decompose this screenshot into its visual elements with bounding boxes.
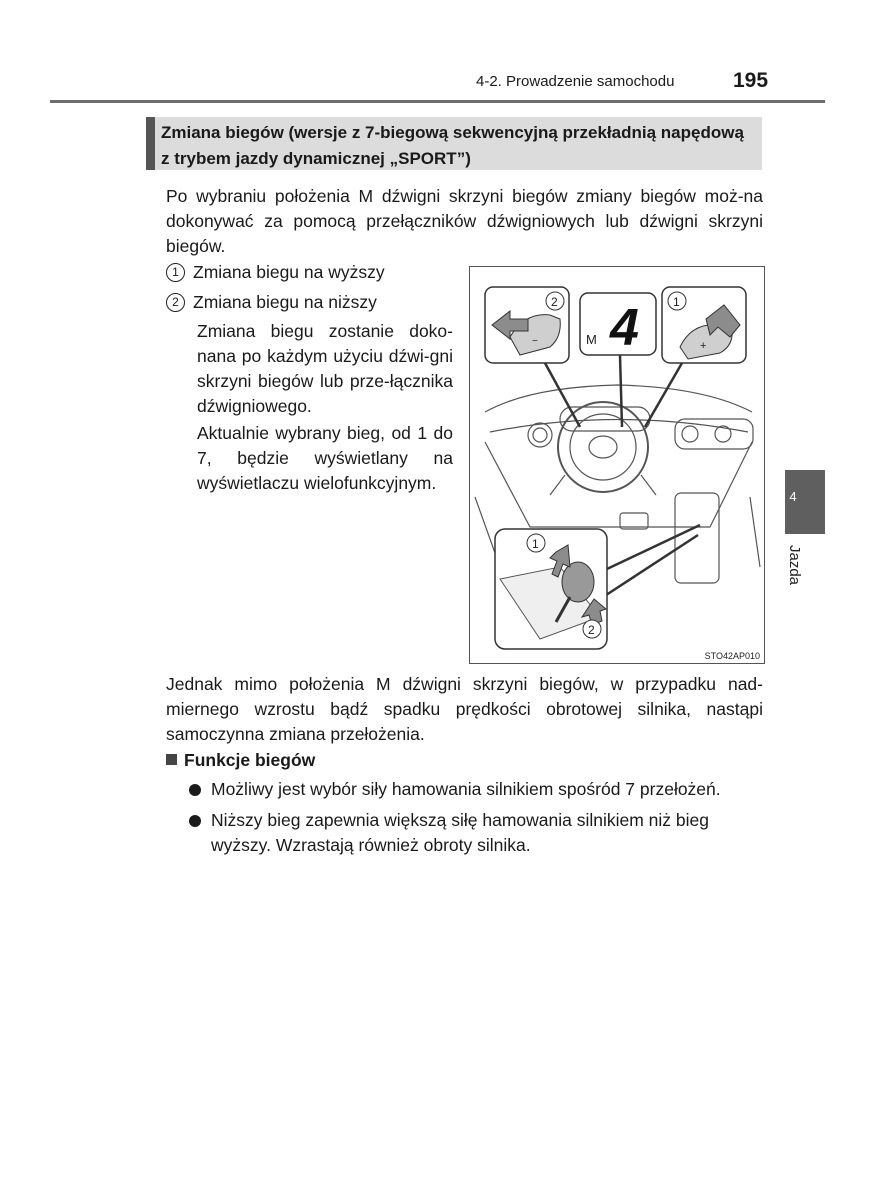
gear-digit: 4 [610, 299, 639, 357]
intro-paragraph: Po wybraniu położenia M dźwigni skrzyni biegów zmiany biegów moż-na dokonywać za pomocą przełączników dźwigniowych lub dźwigni skrzyni biegów. [166, 186, 763, 256]
step-upshift [166, 260, 385, 285]
callout-2-label: 2 [551, 295, 558, 309]
page-number: 195 [733, 69, 769, 92]
gear-display-box [580, 293, 656, 357]
square-bullet-icon [166, 754, 177, 765]
chapter-tab-number: 4 [789, 489, 797, 504]
chapter-tab-label: Jazda [786, 545, 803, 586]
section-title-bar [146, 117, 155, 170]
auto-shift-paragraph: Jednak mimo położenia M dźwigni skrzyni biegów, w przypadku nad-miernego wzrostu bądź spadku prędkości obrotowej silnika, nastąpi samoczynna zmiana przełożenia. [166, 674, 763, 744]
step-number-circle: 2 [166, 293, 185, 312]
minus-label: − [532, 336, 538, 347]
bullet-dot-icon [189, 815, 201, 827]
bullet-item [189, 777, 763, 802]
shift-lever-box [495, 529, 607, 649]
left-paddle-box [485, 287, 569, 363]
plus-label: + [700, 340, 707, 352]
callout-1-label: 1 [673, 295, 680, 309]
step-text: Zmiana biegu na wyższy [193, 262, 385, 282]
mode-m-label: M [586, 332, 597, 347]
bullet-item [189, 808, 763, 858]
figure-caption: STO42AP010 [704, 651, 760, 661]
step-note-shift: Zmiana biegu zostanie doko-nana po każdym użyciu dźwi-gni skrzyni biegów lub prze-łącznika dźwigniowego. [197, 321, 453, 416]
header-section-title: 4-2. Prowadzenie samochodu [476, 73, 675, 90]
step-text: Zmiana biegu na niższy [193, 292, 377, 312]
cockpit-figure [469, 266, 765, 664]
step-note-display: Aktualnie wybrany bieg, od 1 do 7, będzie wyświetlany na wyświetlaczu wielofunkcyjnym. [197, 423, 453, 493]
lever-callout-2: 2 [588, 623, 595, 637]
subsection-title: Funkcje biegów [184, 750, 316, 770]
bullet-text: Niższy bieg zapewnia większą siłę hamowania silnikiem niż bieg wyższy. Wzrastają również obroty silnika. [211, 810, 709, 855]
subsection-heading [166, 748, 315, 773]
step-downshift [166, 290, 377, 315]
lever-callout-1: 1 [532, 537, 539, 551]
section-title: Zmiana biegów (wersje z 7-biegową sekwencyjną przekładnią napędową z trybem jazdy dynamicznej „SPORT”) [161, 123, 744, 168]
step-number-circle: 1 [166, 263, 185, 282]
header-rule [50, 100, 825, 103]
bullet-text: Możliwy jest wybór siły hamowania silnikiem spośród 7 przełożeń. [211, 779, 721, 799]
right-paddle-box [662, 287, 746, 363]
bullet-dot-icon [189, 784, 201, 796]
